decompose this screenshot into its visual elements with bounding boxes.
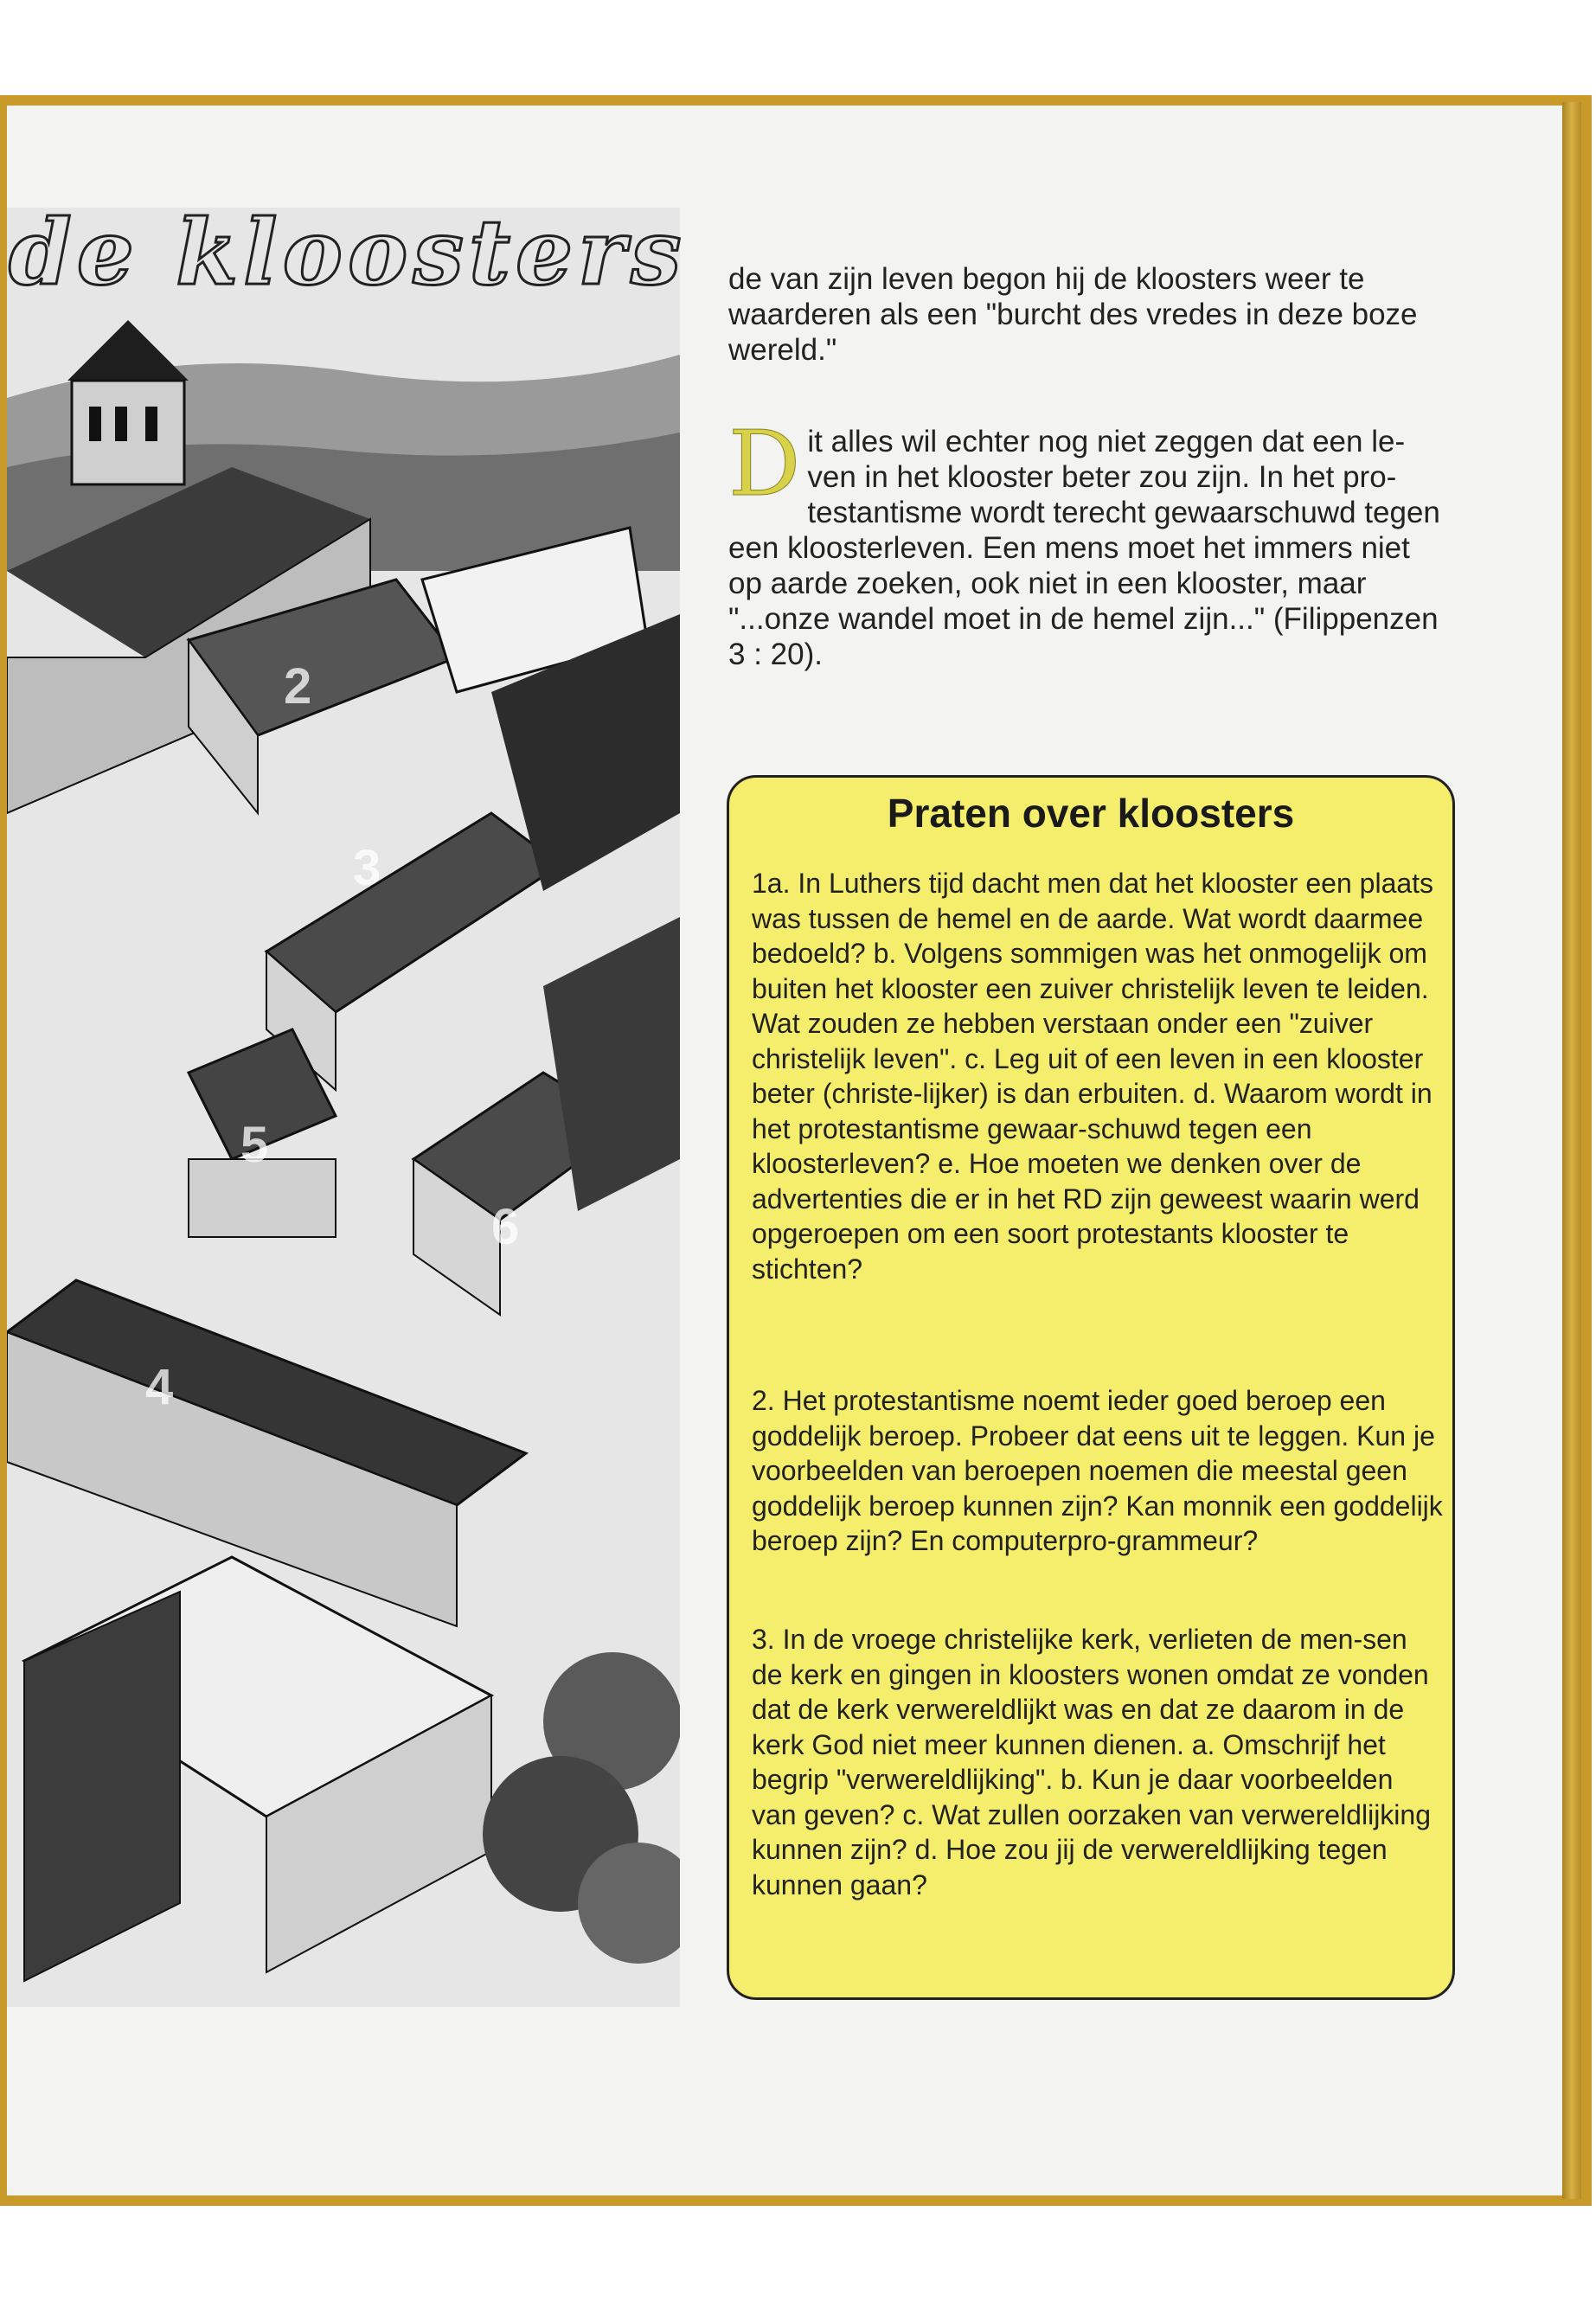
illustration-number-6: 6 xyxy=(491,1199,520,1255)
intro-paragraph: de van zijn leven begon hij de kloosters weer te waarderen als een "burcht des vredes in deze boze wereld." xyxy=(728,262,1418,367)
monastery-drawing xyxy=(7,208,680,2007)
drop-cap: D xyxy=(728,411,801,516)
illustration-number-3: 3 xyxy=(353,840,381,896)
question-2: 2. Het protestantisme noemt ieder goed beroep een goddelijk beroep. Probeer dat eens uit te leggen. Kun je voorbeelden van beroepen noemen die meestal geen goddelijk beroep kunnen zijn? Kan monnik een goddelijk beroep zijn? En computerpro-grammeur? xyxy=(752,1385,1443,1556)
question-1: 1a. In Luthers tijd dacht men dat het klooster een plaats was tussen de hemel en de aarde. Wat wordt daarmee bedoeld? b. Volgens sommigen was het onmogelijk om buiten het klooster een zuiver christelijk leven te leiden. Wat zouden ze hebben verstaan onder een "zuiver christelijk leven". c. Leg uit of een leven in een klooster beter (christe-lijker) is dan erbuiten. d. Waarom wordt in het protestantisme gewaar-schuwd tegen een kloosterleven? e. Hoe moeten we denken over de advertenties die er in het RD zijn geweest waarin werd opgeroepen om een soort protestants klooster te stichten? xyxy=(752,868,1434,1285)
question-3: 3. In de vroege christelijke kerk, verlieten de men-sen de kerk en gingen in kloosters wonen omdat ze vonden dat de kerk verwereldlijkt was en dat ze daarom in de kerk God niet meer kunnen dienen. a. Omschrijf het begrip "verwereldlijking". b. Kun je daar voorbeelden van geven? c. Wat zullen oorzaken van verwereldlijking kunnen zijn? d. Hoe zou jij de verwereldlijking tegen kunnen gaan? xyxy=(752,1624,1431,1900)
discussion-box xyxy=(727,775,1455,2000)
page-edge xyxy=(1562,102,1581,2199)
dropcap-paragraph xyxy=(728,411,1446,672)
illustration-number-4: 4 xyxy=(145,1359,174,1415)
monastery-illustration xyxy=(7,208,680,2007)
illustration-number-2: 2 xyxy=(284,658,312,715)
box-title: Praten over kloosters xyxy=(887,791,1295,836)
illustration-number-5: 5 xyxy=(240,1117,269,1173)
illustration-title: de kloosters xyxy=(9,199,687,305)
dropcap-paragraph-text: it alles wil echter nog niet zeggen dat een le-ven in het klooster beter zou zijn. In het pro-testantisme wordt terecht gewaarschuwd tegen een kloosterleven. Een mens moet het immers niet op aarde zoeken, ook niet in een klooster, maar "...onze wandel moet in de hemel zijn..." (Filippenzen 3 : 20). xyxy=(728,425,1440,671)
